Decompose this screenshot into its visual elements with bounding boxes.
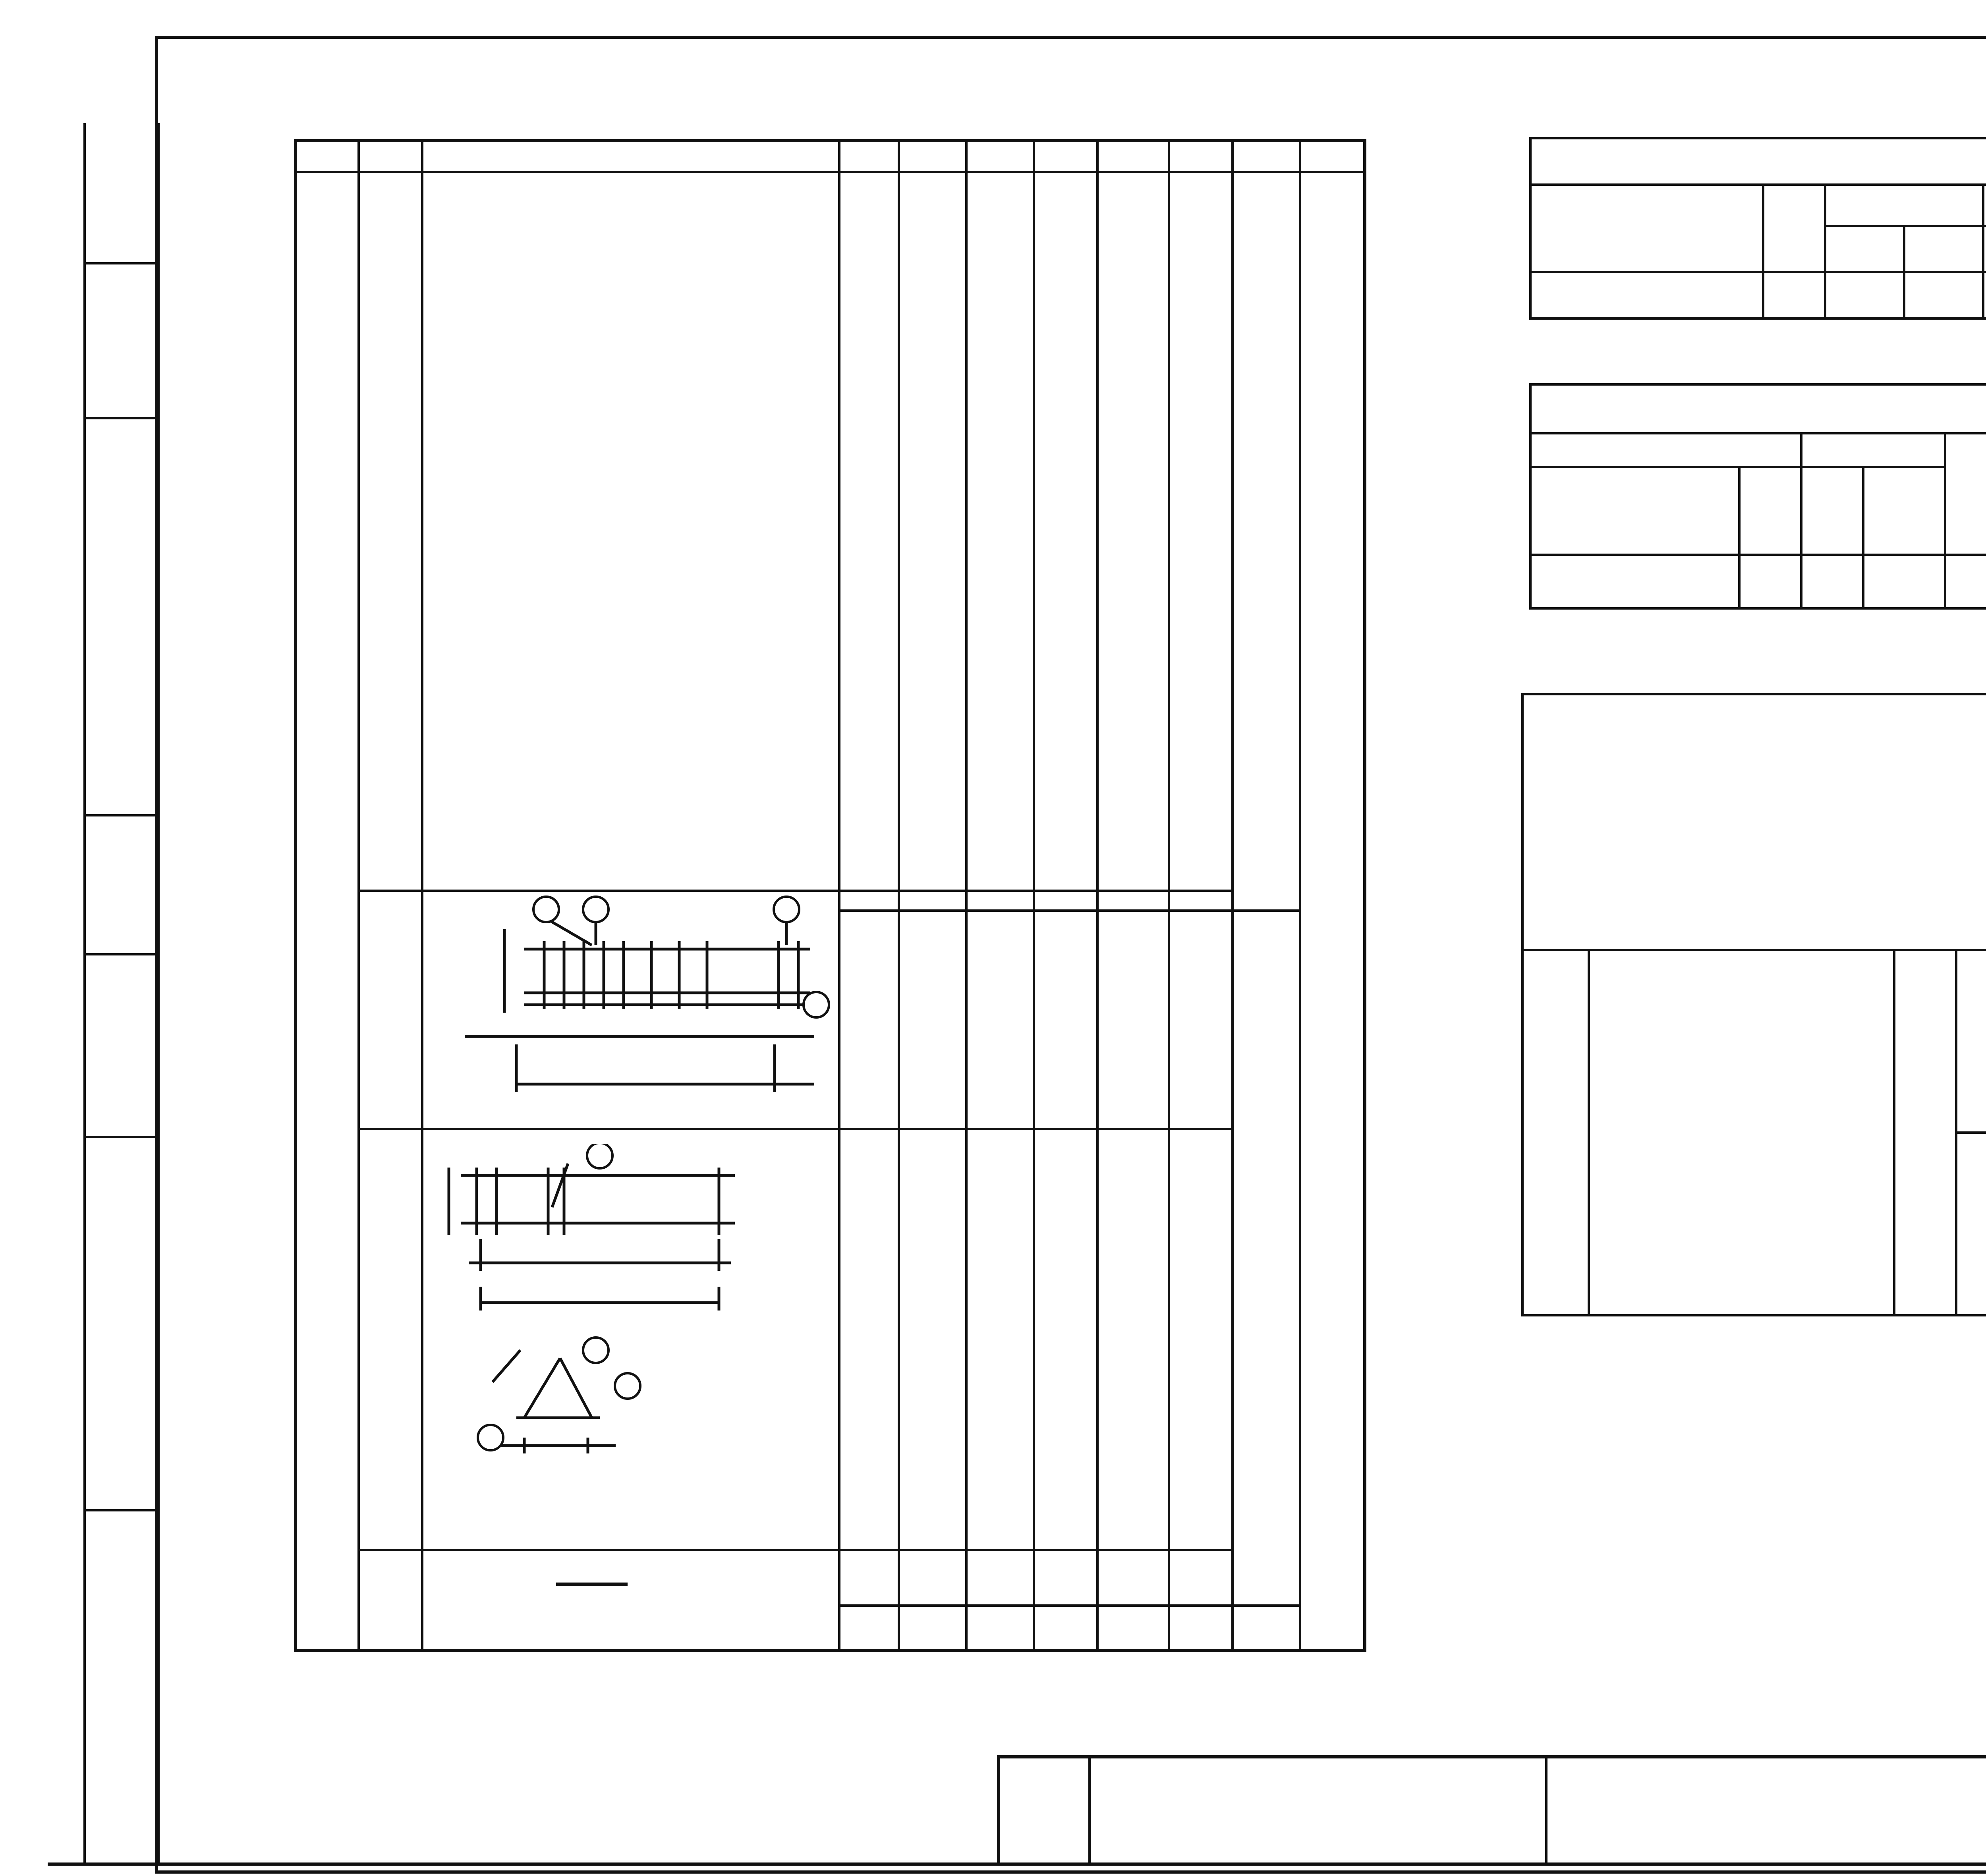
- spec-group-sep: [357, 1128, 1231, 1130]
- k2-sketch: [425, 1144, 834, 1525]
- spec-sep-bar: [556, 1583, 628, 1586]
- spec-col-line: [838, 139, 840, 1652]
- spec-col-line: [1299, 139, 1301, 1652]
- left-strip-sep-6: [83, 262, 155, 264]
- emb-h-w: [1956, 950, 1986, 1133]
- frame-bottom-line: [48, 1862, 1986, 1866]
- spec-col-line: [1231, 139, 1234, 1652]
- mat-h-vol: [1863, 467, 1945, 555]
- left-strip-sep-5: [83, 417, 155, 419]
- mat-h-name: [1530, 467, 1739, 555]
- sel-h-element: [1530, 185, 1763, 272]
- sel-h-aiii: [1983, 185, 1986, 226]
- mat-row-content: [1945, 555, 1986, 608]
- spec-itogo1-line: [838, 909, 1299, 912]
- sel-title: [1530, 138, 1986, 185]
- left-strip-sep-1: [83, 1509, 155, 1511]
- k1-sketch: [425, 894, 834, 1124]
- sel-row-qty: [1763, 272, 1825, 318]
- sel-h-qty: [1763, 185, 1825, 272]
- emb-h-mark: [1589, 950, 1894, 1315]
- mat-h-qty: [1739, 467, 1801, 555]
- spec-col-line: [421, 139, 423, 1652]
- mat-h-content: [1945, 433, 1986, 555]
- sel-row-el: [1530, 272, 1763, 318]
- tb-div-2: [1545, 1755, 1547, 1862]
- emb-h-name: [1522, 950, 1589, 1315]
- spec-group-sep: [357, 890, 1231, 892]
- spec-sep-row-line: [838, 1604, 1299, 1607]
- spec-col-line: [965, 139, 968, 1652]
- mat-row-grade: [1801, 555, 1863, 608]
- sel-d-6: [1904, 226, 1983, 272]
- title-block: [997, 1755, 1986, 1862]
- tb-div-1: [1088, 1755, 1091, 1862]
- emb-h-w1: [1956, 1133, 1986, 1315]
- spec-group-sep: [357, 1549, 1231, 1551]
- embedded-table: [1521, 693, 1986, 1316]
- emb-h-qty: [1894, 950, 1957, 1315]
- spec-header-line: [294, 171, 1366, 173]
- sel-row-v2: [1904, 272, 1983, 318]
- sel-h-ai: [1825, 185, 1983, 226]
- left-strip: [83, 123, 160, 1862]
- mat-row-qty: [1739, 555, 1801, 608]
- mat-row-vol: [1863, 555, 1945, 608]
- emb-title: [1522, 694, 1986, 950]
- mat-h-beton: [1801, 433, 1945, 467]
- sel-d-8: [1825, 226, 1904, 272]
- left-strip-sep-4: [83, 814, 155, 816]
- left-strip-sep-3: [83, 953, 155, 955]
- mat-title: [1530, 384, 1986, 433]
- left-strip-sep-2: [83, 1136, 155, 1138]
- spec-col-line: [1096, 139, 1099, 1652]
- sel-row-v3: [1983, 272, 1986, 318]
- sel-row-v1: [1825, 272, 1904, 318]
- mat-row-el: [1530, 555, 1739, 608]
- frame-top-line: [155, 36, 1986, 39]
- sel-d-16: [1983, 226, 1986, 272]
- mat-h-element: [1530, 433, 1801, 467]
- spec-col-line: [1033, 139, 1035, 1652]
- spec-col-line: [1168, 139, 1170, 1652]
- spec-col-line: [898, 139, 900, 1652]
- mat-h-grade: [1801, 467, 1863, 555]
- materials-table: [1529, 383, 1986, 610]
- selection-table: [1529, 137, 1986, 320]
- spec-col-line: [357, 139, 360, 1652]
